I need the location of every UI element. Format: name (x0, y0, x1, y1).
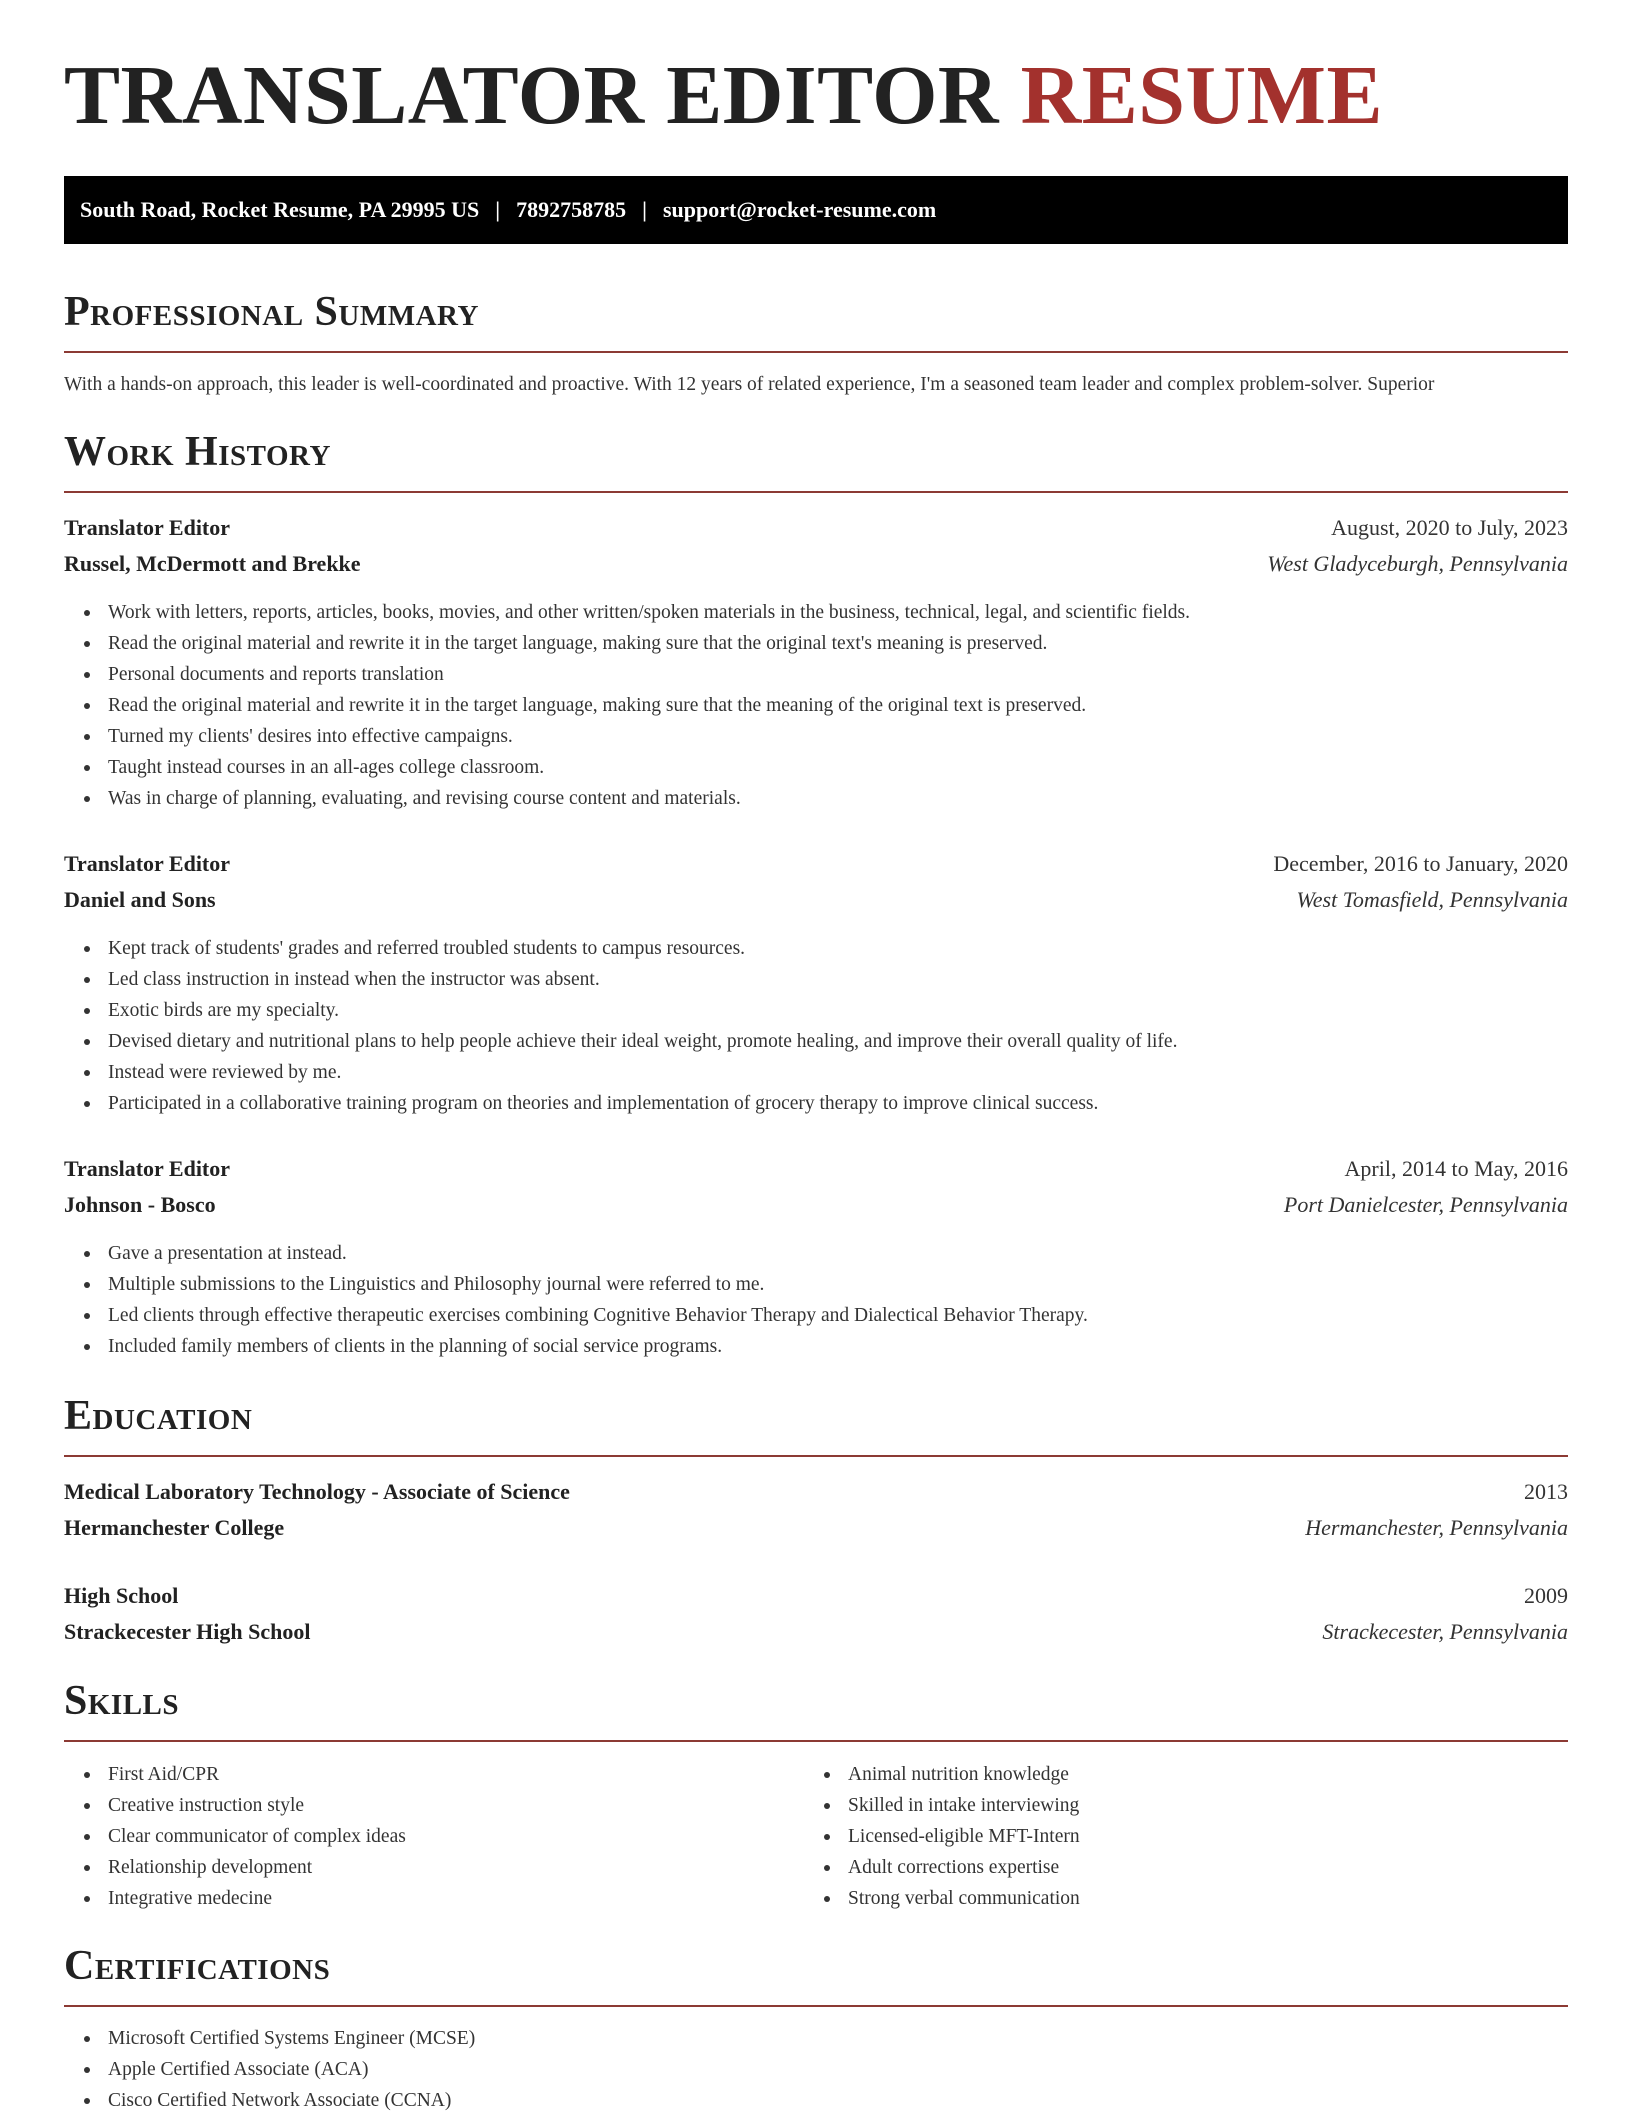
job-bullet: Turned my clients' desires into effective campaigns. (108, 721, 1190, 752)
education-year: 2009 (1524, 1583, 1568, 1608)
title-main: TRANSLATOR EDITOR (64, 49, 1000, 142)
job-company-row (64, 549, 1568, 579)
job-bullet: Kept track of students' grades and referred troubled students to campus resources. (108, 933, 1177, 964)
education-school: Hermanchester College (64, 1515, 285, 1540)
section-divider (64, 2005, 1568, 2007)
section-divider (64, 1740, 1568, 1742)
job-bullet: Participated in a collaborative training program on theories and implementation of grocery therapy to improve clinical success. (108, 1088, 1177, 1119)
education-degree-row (64, 1581, 1568, 1611)
skill-item: Animal nutrition knowledge (848, 1759, 1080, 1790)
education-location: Hermanchester, Pennsylvania (1305, 1515, 1568, 1540)
job-dates: April, 2014 to May, 2016 (1344, 1156, 1568, 1181)
contact-phone[interactable]: 7892758785 (516, 197, 627, 222)
skill-item: Skilled in intake interviewing (848, 1790, 1080, 1821)
job-bullet: Instead were reviewed by me. (108, 1057, 1177, 1088)
education-degree: Medical Laboratory Technology - Associate of Science (64, 1479, 570, 1504)
job-header-row (64, 849, 1568, 879)
education-year: 2013 (1524, 1479, 1568, 1504)
section-heading-certifications: Certifications (64, 1943, 331, 1989)
job-bullet: Multiple submissions to the Linguistics and Philosophy journal were referred to me. (108, 1269, 1088, 1300)
skill-item: Clear communicator of complex ideas (108, 1821, 406, 1852)
education-degree: High School (64, 1583, 179, 1608)
job-title: Translator Editor (64, 851, 231, 876)
job-location: West Gladyceburgh, Pennsylvania (1267, 551, 1568, 576)
job-header-row (64, 1154, 1568, 1184)
resume-title (64, 49, 1383, 142)
job-bullet: Included family members of clients in the planning of social service programs. (108, 1331, 1088, 1362)
job-header-row (64, 513, 1568, 543)
skill-item: Integrative medecine (108, 1883, 406, 1914)
job-title: Translator Editor (64, 1156, 231, 1181)
skills-list-left (64, 1759, 406, 1914)
job-location: West Tomasfield, Pennsylvania (1296, 887, 1568, 912)
skill-item: First Aid/CPR (108, 1759, 406, 1790)
certification-item: Microsoft Certified Systems Engineer (MCSE) (108, 2023, 475, 2054)
job-bullet: Devised dietary and nutritional plans to help people achieve their ideal weight, promote healing, and improve their overall quality of life. (108, 1026, 1177, 1057)
education-school: Strackecester High School (64, 1619, 311, 1644)
job-title: Translator Editor (64, 515, 231, 540)
job-location: Port Danielcester, Pennsylvania (1283, 1192, 1568, 1217)
skill-item: Adult corrections expertise (848, 1852, 1080, 1883)
title-accent: RESUME (1020, 49, 1383, 142)
job-company-row (64, 1190, 1568, 1220)
section-divider (64, 1455, 1568, 1457)
section-heading-work-history: Work History (64, 429, 331, 475)
job-company-row (64, 885, 1568, 915)
job-dates: December, 2016 to January, 2020 (1273, 851, 1568, 876)
job-bullet: Led class instruction in instead when the instructor was absent. (108, 964, 1177, 995)
certification-item: Cisco Certified Network Associate (CCNA) (108, 2085, 475, 2116)
education-school-row (64, 1513, 1568, 1543)
job-bullet: Was in charge of planning, evaluating, and revising course content and materials. (108, 783, 1190, 814)
certification-item: Apple Certified Associate (ACA) (108, 2054, 475, 2085)
job-bullet: Read the original material and rewrite it in the target language, making sure that the original text's meaning is preserved. (108, 628, 1190, 659)
skill-item: Licensed-eligible MFT-Intern (848, 1821, 1080, 1852)
job-bullet-list (64, 933, 1177, 1119)
section-divider (64, 491, 1568, 493)
job-bullet-list (64, 597, 1190, 814)
certifications-list (64, 2023, 475, 2116)
skill-item: Strong verbal communication (848, 1883, 1080, 1914)
skill-item: Creative instruction style (108, 1790, 406, 1821)
job-bullet: Read the original material and rewrite it in the target language, making sure that the meaning of the original text is preserved. (108, 690, 1190, 721)
education-school-row (64, 1617, 1568, 1647)
contact-bar (64, 176, 1568, 244)
skills-list-right (804, 1759, 1080, 1914)
job-company: Russel, McDermott and Brekke (64, 551, 361, 576)
job-company: Daniel and Sons (64, 887, 216, 912)
section-heading-summary: Professional Summary (64, 289, 479, 335)
summary-text: With a hands-on approach, this leader is well-coordinated and proactive. With 12 years of related experience, I'm a seasoned team leader and complex problem-solver. Superior (64, 374, 1435, 395)
job-dates: August, 2020 to July, 2023 (1331, 515, 1568, 540)
job-bullet: Gave a presentation at instead. (108, 1238, 1088, 1269)
section-divider (64, 351, 1568, 353)
job-bullet-list (64, 1238, 1088, 1362)
contact-separator: | (495, 197, 501, 222)
contact-email[interactable]: support@rocket-resume.com (663, 197, 937, 222)
job-bullet: Personal documents and reports translation (108, 659, 1190, 690)
job-bullet: Exotic birds are my specialty. (108, 995, 1177, 1026)
job-bullet: Work with letters, reports, articles, books, movies, and other written/spoken materials in the business, technical, legal, and scientific fields. (108, 597, 1190, 628)
contact-separator: | (642, 197, 647, 222)
section-heading-skills: Skills (64, 1678, 180, 1724)
job-bullet: Taught instead courses in an all-ages college classroom. (108, 752, 1190, 783)
skill-item: Relationship development (108, 1852, 406, 1883)
job-company: Johnson - Bosco (64, 1192, 216, 1217)
section-heading-education: Education (64, 1393, 253, 1439)
education-location: Strackecester, Pennsylvania (1322, 1619, 1568, 1644)
contact-address: South Road, Rocket Resume, PA 29995 US (80, 197, 480, 222)
job-bullet: Led clients through effective therapeutic exercises combining Cognitive Behavior Therapy and Dialectical Behavior Therapy. (108, 1300, 1088, 1331)
education-degree-row (64, 1477, 1568, 1507)
